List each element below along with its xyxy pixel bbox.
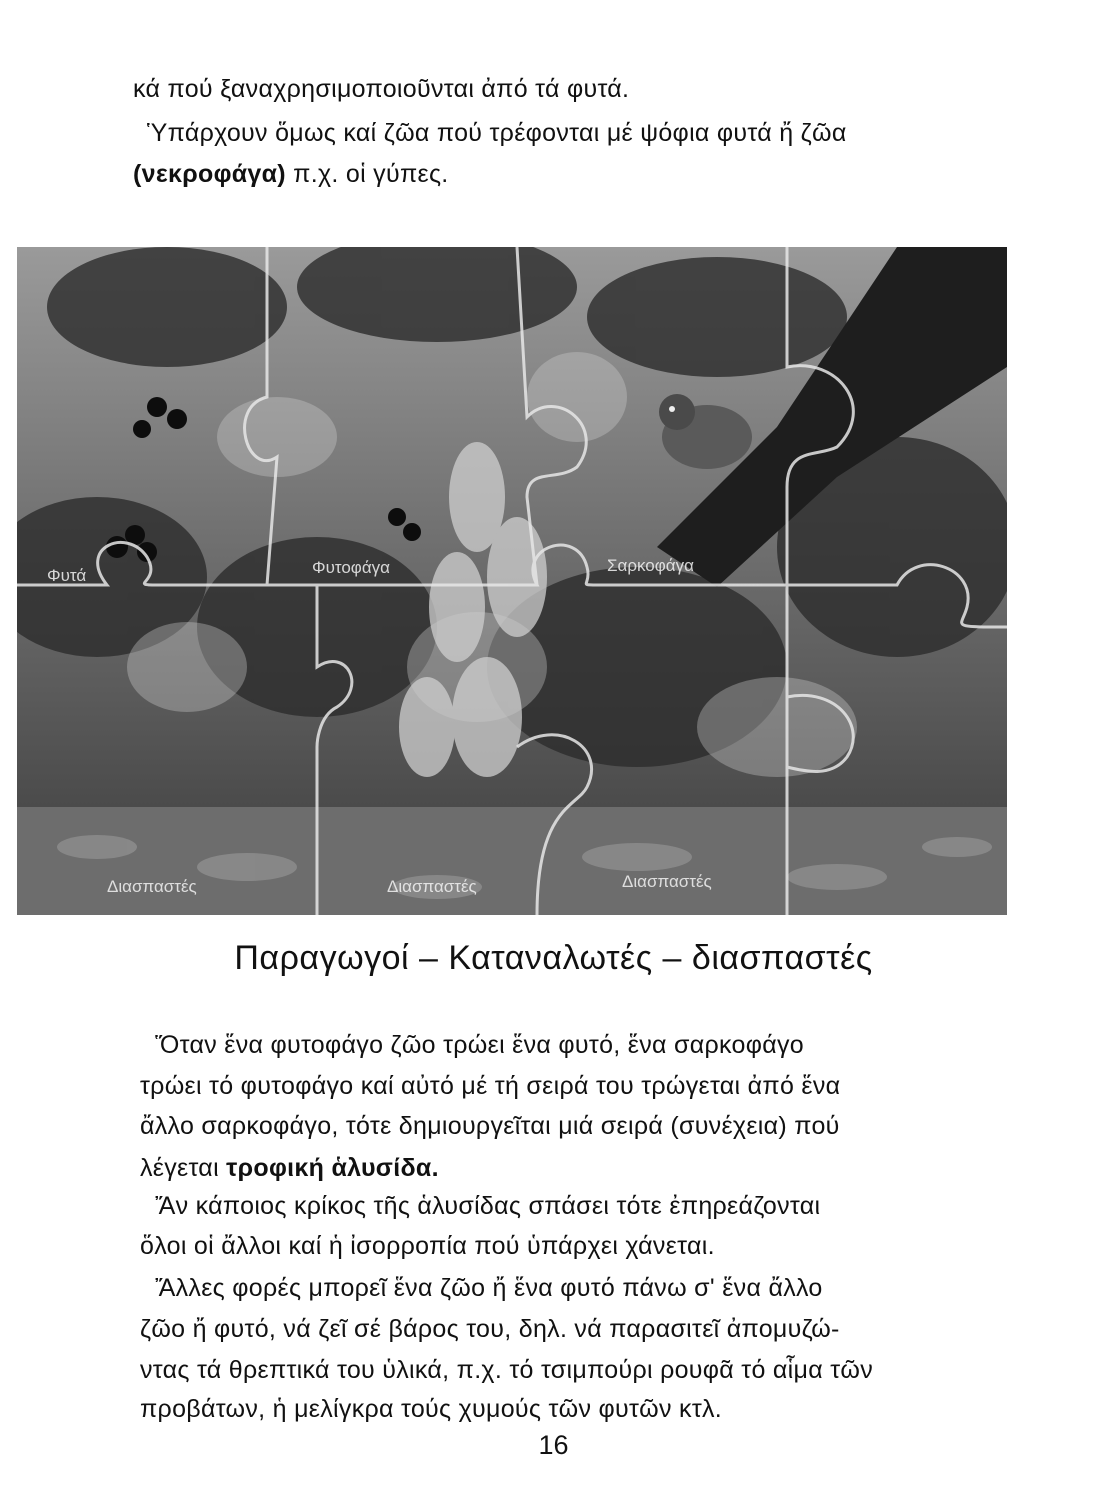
label-carnivores: Σαρκοφάγα: [607, 556, 694, 575]
ground: [17, 807, 1007, 915]
para3-line4: προβάτων, ἡ μελίγκρα τούς χυμούς τῶν φυτῶν κτλ.: [140, 1395, 723, 1423]
food-chain-illustration: [17, 247, 1007, 915]
para3-line1: Ἄλλες φορές μπορεῖ ἕνα ζῶο ἤ ἕνα φυτό πάνω σ' ἕνα ἄλλο: [155, 1274, 823, 1302]
label-decomposers-2: Διασπαστές: [387, 877, 477, 896]
label-decomposers-3: Διασπαστές: [622, 872, 712, 891]
para2-line2: ὅλοι οἱ ἄλλοι καί ἡ ἰσορροπία πού ὑπάρχει χάνεται.: [140, 1232, 715, 1260]
para3-line2: ζῶο ἤ φυτό, νά ζεῖ σέ βάρος του, δηλ. νά παρασιτεῖ ἀπομυζώ-: [140, 1315, 840, 1343]
label-decomposers-1: Διασπαστές: [107, 877, 197, 896]
para2-line1: Ἄν κάποιος κρίκος τῆς ἁλυσίδας σπάσει τότε ἐπηρεάζονται: [155, 1192, 821, 1220]
label-plants: Φυτά: [47, 566, 87, 585]
figure-caption: Παραγωγοί – Καταναλωτές – διασπαστές: [234, 939, 873, 977]
food-chain-scene: [17, 247, 1007, 915]
intro-line-2: Ὑπάρχουν ὅμως καί ζῶα πού τρέφονται μέ ψόφια φυτά ἤ ζῶα: [147, 119, 847, 147]
term-necrophagous: (νεκροφάγα): [133, 160, 286, 188]
para1-line3: ἄλλο σαρκοφάγο, τότε δημιουργεῖται μιά σειρά (συνέχεια) πού: [140, 1112, 840, 1140]
intro-line-3-rest: π.χ. οἱ γύπες.: [285, 160, 449, 188]
label-herbivores: Φυτοφάγα: [312, 558, 390, 577]
intro-line-3: [133, 159, 449, 189]
para1-line2: τρώει τό φυτοφάγο καί αὐτό μέ τή σειρά του τρώγεται ἀπό ἕνα: [140, 1072, 841, 1100]
intro-line-1: κά πού ξαναχρησιμοποιοῦνται ἀπό τά φυτά.: [133, 75, 630, 103]
page-number: 16: [538, 1430, 569, 1460]
para1-line1: Ὅταν ἕνα φυτοφάγο ζῶο τρώει ἕνα φυτό, ἕνα σαρκοφάγο: [155, 1031, 804, 1059]
term-food-chain: τροφική ἁλυσίδα.: [226, 1154, 439, 1182]
para1-line4-pre: λέγεται: [140, 1154, 227, 1182]
para1-line4: [140, 1153, 439, 1183]
para3-line3: ντας τά θρεπτικά του ὑλικά, π.χ. τό τσιμπούρι ρουφᾶ τό αἷμα τῶν: [140, 1356, 874, 1384]
